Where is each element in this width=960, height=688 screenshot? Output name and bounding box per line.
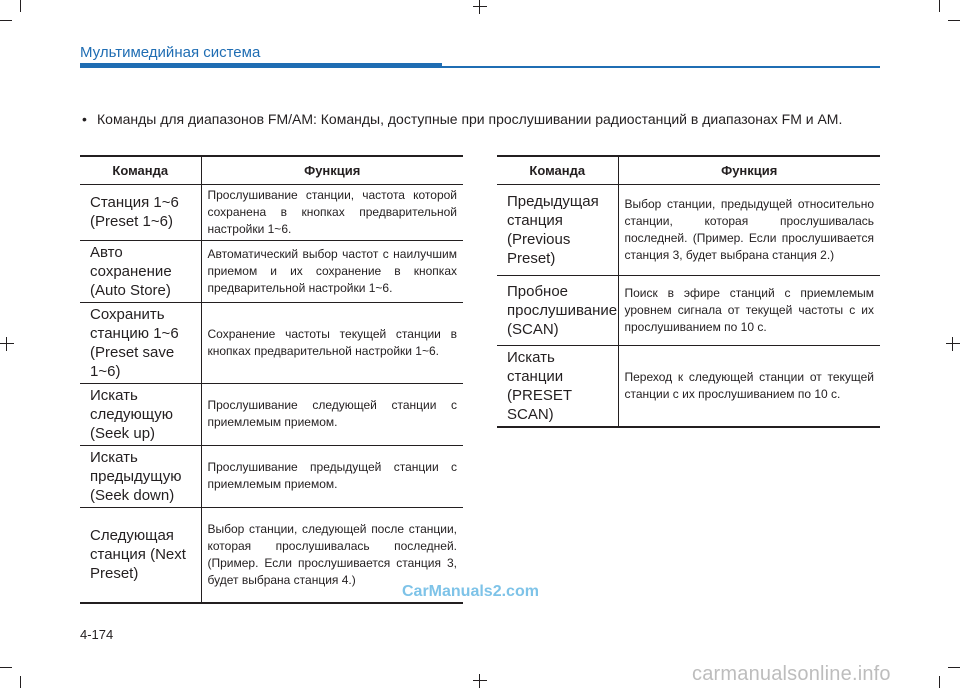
crop-mark [0, 20, 12, 21]
watermark-link[interactable]: CarManuals2.com [402, 583, 539, 600]
crop-mark [939, 676, 940, 688]
registration-mark [473, 0, 487, 14]
table-row [80, 302, 463, 383]
function-cell: Выбор станции, следующей после станции, которая прослушивалась последней. (Пример. Если прослушивается станция 3, будет выбрана станция 4.) [201, 507, 463, 603]
registration-mark [946, 337, 960, 351]
command-cell: Сохранить станцию 1~6 (Preset save 1~6) [80, 302, 201, 383]
table-row [497, 184, 880, 275]
command-cell: Станция 1~6 (Preset 1~6) [80, 184, 201, 240]
command-cell: Авто сохранение (Auto Store) [80, 240, 201, 302]
crop-mark [948, 667, 960, 668]
bullet-icon: • [82, 111, 87, 127]
function-cell: Прослушивание следующей станции с приемлемым приемом. [201, 383, 463, 445]
command-cell: Следующая станция (Next Preset) [80, 507, 201, 603]
table-header-row [497, 156, 880, 184]
function-cell: Переход к следующей станции от текущей станции с их прослушиванием по 10 с. [618, 345, 880, 427]
command-cell: Искать предыдущую (Seek down) [80, 445, 201, 507]
commands-table-left [80, 155, 463, 604]
table-row [497, 275, 880, 345]
command-cell: Пробное прослушивание (SCAN) [497, 275, 618, 345]
function-cell: Сохранение частоты текущей станции в кнопках предварительной настройки 1~6. [201, 302, 463, 383]
registration-mark [0, 337, 14, 351]
registration-mark [473, 674, 487, 688]
column-header-function: Функция [618, 156, 880, 184]
command-cell: Искать следующую (Seek up) [80, 383, 201, 445]
crop-mark [0, 667, 12, 668]
command-cell: Предыдущая станция (Previous Preset) [497, 184, 618, 275]
intro-text: Команды для диапазонов FM/AM: Команды, доступные при прослушивании радиостанций в диапазонах FM и AM. [97, 111, 843, 127]
function-cell: Прослушивание предыдущей станции с приемлемым приемом. [201, 445, 463, 507]
function-cell: Поиск в эфире станций с приемлемым уровнем сигнала от текущей частоты с их прослушиванием по 10 с. [618, 275, 880, 345]
table-header-row [80, 156, 463, 184]
column-header-command: Команда [80, 156, 201, 184]
table-row [80, 240, 463, 302]
section-title: Мультимедийная система [80, 44, 261, 61]
table-row [497, 345, 880, 427]
crop-mark [20, 676, 21, 688]
crop-mark [939, 0, 940, 12]
table-row [80, 184, 463, 240]
header-rule-thin [442, 66, 880, 68]
table-row [80, 383, 463, 445]
function-cell: Прослушивание станции, частота которой сохранена в кнопках предварительной настройки 1~6. [201, 184, 463, 240]
crop-mark [20, 0, 21, 12]
command-cell: Искать станции (PRESET SCAN) [497, 345, 618, 427]
function-cell: Выбор станции, предыдущей относительно станции, которая прослушивалась последней. (Пример. Если прослушивается станция 3, будет выбрана станция 2.) [618, 184, 880, 275]
table-row [80, 445, 463, 507]
commands-table-right [497, 155, 880, 428]
column-header-function: Функция [201, 156, 463, 184]
page-number: 4-174 [80, 627, 114, 642]
header-rule [80, 63, 442, 68]
column-header-command: Команда [497, 156, 618, 184]
footer-site-link[interactable]: carmanualsonline.info [692, 663, 891, 685]
function-cell: Автоматический выбор частот с наилучшим приемом и их сохранение в кнопках предварительной настройки 1~6. [201, 240, 463, 302]
crop-mark [948, 20, 960, 21]
intro-paragraph [82, 110, 880, 129]
